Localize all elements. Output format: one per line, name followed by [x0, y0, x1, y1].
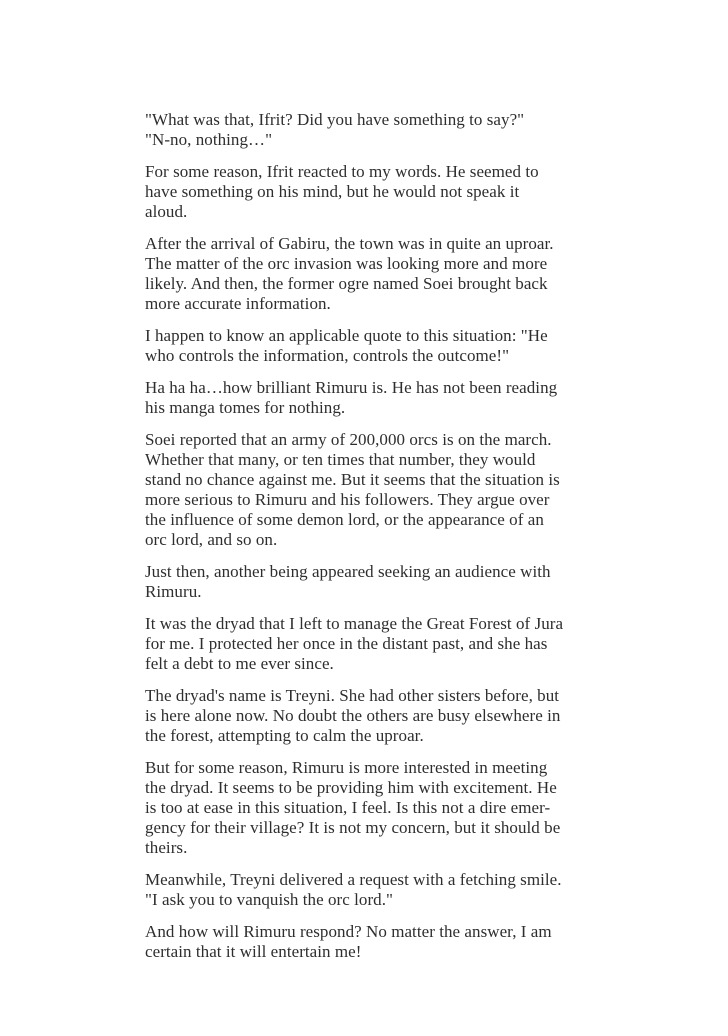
text-line: who controls the information, controls the outcome!": [145, 346, 510, 365]
text-line: is here alone now. No doubt the others are busy elsewhere in: [145, 706, 561, 725]
text-line: Soei reported that an army of 200,000 orcs is on the march.: [145, 430, 552, 449]
paragraph: [145, 234, 595, 314]
text-line: Just then, another being appeared seeking an audience with: [145, 562, 551, 581]
text-line: the forest, attempting to calm the uproar.: [145, 726, 424, 745]
text-line: And how will Rimuru respond? No matter the answer, I am: [145, 922, 552, 941]
text-line: orc lord, and so on.: [145, 530, 278, 549]
text-line: The matter of the orc invasion was looking more and more: [145, 254, 548, 273]
text-line: stand no chance against me. But it seems that the situation is: [145, 470, 560, 489]
text-line: the influence of some demon lord, or the appearance of an: [145, 510, 544, 529]
text-line: theirs.: [145, 838, 188, 857]
text-line: But for some reason, Rimuru is more interested in meeting: [145, 758, 548, 777]
paragraph: [145, 378, 595, 418]
text-line: Ha ha ha…how brilliant Rimuru is. He has not been reading: [145, 378, 558, 397]
paragraph: [145, 686, 595, 746]
page-text-block: [145, 110, 595, 974]
paragraph: [145, 430, 595, 550]
text-line: I happen to know an applicable quote to this situation: "He: [145, 326, 548, 345]
text-line: certain that it will entertain me!: [145, 942, 362, 961]
text-line: felt a debt to me ever since.: [145, 654, 334, 673]
text-line: for me. I protected her once in the distant past, and she has: [145, 634, 548, 653]
paragraph: [145, 110, 595, 150]
paragraph: [145, 562, 595, 602]
paragraph: [145, 614, 595, 674]
text-line: The dryad's name is Treyni. She had other sisters before, but: [145, 686, 560, 705]
text-line: "I ask you to vanquish the orc lord.": [145, 890, 394, 909]
paragraph: [145, 758, 595, 858]
text-line: For some reason, Ifrit reacted to my words. He seemed to: [145, 162, 539, 181]
paragraph: [145, 326, 595, 366]
text-line: It was the dryad that I left to manage the Great Forest of Jura: [145, 614, 564, 633]
text-line: gency for their village? It is not my concern, but it should be: [145, 818, 561, 837]
text-line: more serious to Rimuru and his followers. They argue over: [145, 490, 550, 509]
text-line: have something on his mind, but he would not speak it: [145, 182, 520, 201]
text-line: aloud.: [145, 202, 188, 221]
text-line: the dryad. It seems to be providing him with excitement. He: [145, 778, 557, 797]
text-line: After the arrival of Gabiru, the town was in quite an uproar.: [145, 234, 554, 253]
text-line: Meanwhile, Treyni delivered a request with a fetching smile.: [145, 870, 562, 889]
text-line: more accurate information.: [145, 294, 331, 313]
text-line: Whether that many, or ten times that number, they would: [145, 450, 536, 469]
text-line: Rimuru.: [145, 582, 202, 601]
text-line: his manga tomes for nothing.: [145, 398, 346, 417]
paragraph: [145, 922, 595, 962]
text-line: is too at ease in this situation, I feel. Is this not a dire emer-: [145, 798, 551, 817]
text-line: "N-no, nothing…": [145, 130, 273, 149]
paragraph: [145, 870, 595, 910]
text-line: likely. And then, the former ogre named Soei brought back: [145, 274, 548, 293]
text-line: "What was that, Ifrit? Did you have something to say?": [145, 110, 525, 129]
paragraph: [145, 162, 595, 222]
